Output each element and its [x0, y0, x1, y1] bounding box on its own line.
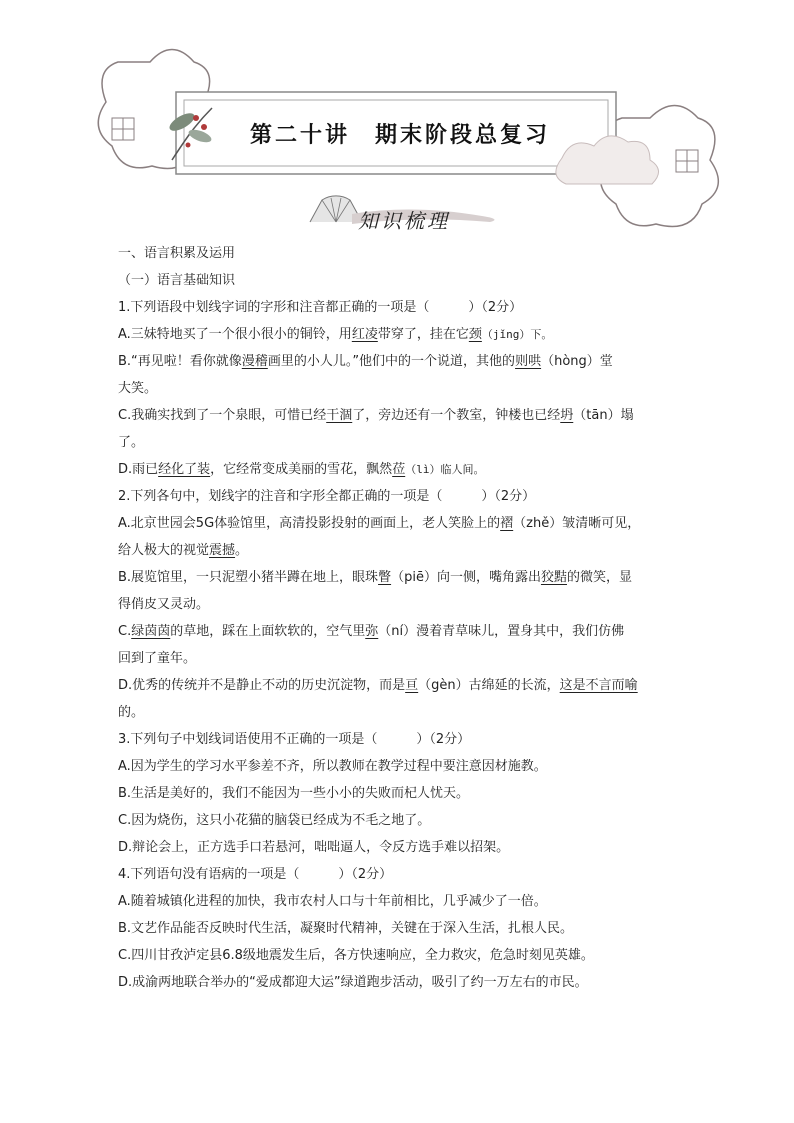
question-stem: 2.下列各句中，划线字的注音和字形全都正确的一项是（ ）（2分）	[118, 489, 536, 504]
page-title: 第二十讲 期末阶段总复习	[249, 122, 550, 148]
option-a: A.因为学生的学习水平参差不齐，所以教师在教学过程中要注意因材施教。	[118, 759, 547, 774]
option-c: C.因为烧伤，这只小花猫的脑袋已经成为不毛之地了。	[118, 813, 431, 828]
option-c: C.四川甘孜泸定县6.8级地震发生后，各方快速响应，全力救灾，危急时刻见英雄。	[118, 948, 594, 963]
section-badge: 知识梳理	[358, 209, 450, 233]
option-c: C.绿茵茵的草地，踩在上面软软的，空气里弥（ní）漫着青草味儿，置身其中，我们仿佛	[118, 624, 625, 639]
option-b-cont: 大笑。	[118, 381, 158, 396]
subsection-heading: （一）语言基础知识	[118, 273, 236, 288]
option-a: A.三妹特地买了一个很小很小的铜铃，用红凌带穿了，挂在它颈（jǐng）下。	[118, 327, 553, 342]
document-body	[118, 240, 678, 996]
question-stem: 4.下列语句没有语病的一项是（ ）（2分）	[118, 867, 393, 882]
option-b: B.生活是美好的，我们不能因为一些小小的失败而杞人忧天。	[118, 786, 470, 801]
option-c-cont: 回到了童年。	[118, 651, 197, 666]
option-a-cont: 给人极大的视觉震撼。	[118, 543, 249, 558]
option-b: B.展览馆里，一只泥塑小猪半蹲在地上，眼珠瞥（piē）向一侧，嘴角露出狡黠的微笑，显	[118, 570, 632, 585]
section-heading: 一、语言积累及运用	[118, 246, 236, 261]
option-d: D.雨已经化了装，它经常变成美丽的雪花，飘然莅（lì）临人间。	[118, 462, 485, 477]
option-d: D.辩论会上，正方选手口若悬河，咄咄逼人，令反方选手难以招架。	[118, 840, 510, 855]
option-c: C.我确实找到了一个泉眼，可惜已经干涸了，旁边还有一个教室，钟楼也已经坍（tān）塌	[118, 408, 634, 423]
option-b: B.文艺作品能否反映时代生活，凝聚时代精神，关键在于深入生活，扎根人民。	[118, 921, 574, 936]
question-stem: 1.下列语段中划线字词的字形和注音都正确的一项是（ ）（2分）	[118, 300, 523, 315]
option-a: A.随着城镇化进程的加快，我市农村人口与十年前相比，几乎减少了一倍。	[118, 894, 547, 909]
question-stem: 3.下列句子中划线词语使用不正确的一项是（ ）（2分）	[118, 732, 471, 747]
option-c-cont: 了。	[118, 435, 145, 450]
option-d: D.优秀的传统并不是静止不动的历史沉淀物，而是亘（gèn）古绵延的长流，这是不言而喻	[118, 678, 638, 693]
option-d-cont: 的。	[118, 705, 145, 720]
option-d: D.成渝两地联合举办的“爱成都迎大运”绿道跑步活动，吸引了约一万左右的市民。	[118, 975, 588, 990]
option-a: A.北京世园会5G体验馆里，高清投影投射的画面上，老人笑脸上的褶（zhě）皱清晰可见，	[118, 516, 641, 531]
option-b: B.“再见啦！看你就像漫稽画里的小人儿。”他们中的一个说道，其他的则哄（hòng）堂	[118, 354, 613, 369]
option-b-cont: 得俏皮又灵动。	[118, 597, 210, 612]
